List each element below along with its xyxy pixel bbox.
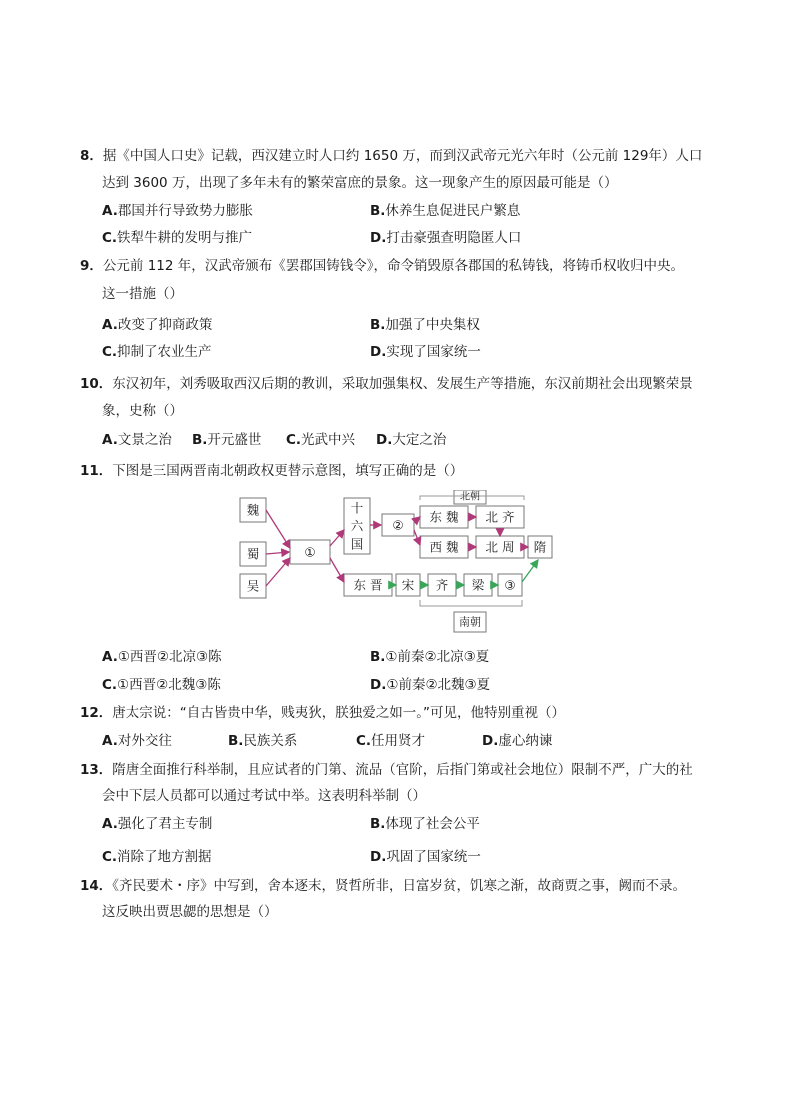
label-circle1: ① <box>304 544 316 560</box>
question-number: 8． <box>80 148 103 164</box>
question-number: 9． <box>80 258 103 274</box>
question-10-line-2: 象，史称（） <box>102 403 183 419</box>
option-letter: C. <box>286 432 302 448</box>
question-13-line-2: 会中下层人员都可以通过考试中举。这表明科举制（） <box>102 788 426 804</box>
question-text: 《齐民要术・序》中写到，舍本逐末，贤哲所非，日富岁贫，饥寒之渐，故商贾之事，阙而不录。 <box>112 878 687 894</box>
label-xiwei: 西 魏 <box>429 539 459 555</box>
option-d[interactable] <box>370 673 490 693</box>
label-circle3: ③ <box>504 577 516 593</box>
option-letter: B. <box>192 432 208 448</box>
option-letter: D. <box>370 230 387 246</box>
option-c[interactable] <box>102 673 221 693</box>
option-letter: D. <box>370 849 387 865</box>
question-number: 11． <box>80 463 113 479</box>
question-13-line-1 <box>80 758 693 778</box>
option-b[interactable] <box>370 812 480 832</box>
option-text: 消除了地方割据 <box>117 849 212 865</box>
option-letter: A. <box>102 649 118 665</box>
question-number: 13． <box>80 762 113 778</box>
arrow-to-shiliuguo <box>330 530 344 546</box>
option-text: 对外交往 <box>117 733 172 749</box>
option-c[interactable] <box>102 340 212 360</box>
arrow-shu <box>266 552 289 554</box>
option-b[interactable] <box>370 313 480 333</box>
question-text: 东汉初年，刘秀吸取西汉后期的教训，采取加强集权、发展生产等措施，东汉前期社会出现繁荣景 <box>112 376 693 392</box>
arrow-wu <box>266 558 290 586</box>
question-14-line-2: 这反映出贾思勰的思想是（） <box>102 904 278 920</box>
regime-succession-diagram <box>232 490 562 640</box>
arrow-to-xiwei <box>414 530 420 545</box>
option-text: 打击豪强查明隐匿人口 <box>386 230 522 246</box>
label-wu: 吴 <box>246 578 260 594</box>
label-liang: 梁 <box>471 577 485 593</box>
label-dongwei: 东 魏 <box>429 509 459 525</box>
question-text: 下图是三国两晋南北朝政权更替示意图，填写正确的是（） <box>112 463 464 479</box>
option-text: 铁犁牛耕的发明与推广 <box>117 230 253 246</box>
option-text: ①前秦②北凉③夏 <box>385 649 490 665</box>
option-letter: C. <box>102 849 118 865</box>
option-text: 光武中兴 <box>301 432 356 448</box>
option-letter: B. <box>228 733 244 749</box>
question-14-line-1 <box>80 874 686 894</box>
question-8-line-1 <box>80 144 702 164</box>
option-letter: B. <box>370 203 386 219</box>
option-text: 民族关系 <box>243 733 298 749</box>
question-9-line-1 <box>80 254 684 274</box>
option-b[interactable] <box>370 645 489 665</box>
option-letter: C. <box>356 733 372 749</box>
label-dongjin: 东 晋 <box>353 577 383 593</box>
arrow-circle3-sui <box>522 560 538 582</box>
option-text: 虚心纳谏 <box>498 733 553 749</box>
option-c[interactable] <box>356 729 425 749</box>
label-shiliuguo-3: 国 <box>350 536 364 552</box>
option-text: 大定之治 <box>392 432 447 448</box>
label-beizhou: 北 周 <box>485 539 515 555</box>
option-c[interactable] <box>286 428 355 448</box>
option-letter: A. <box>102 203 118 219</box>
option-text: 改变了抑商政策 <box>117 317 213 333</box>
question-text: 隋唐全面推行科举制，且应试者的门第、流品（官阶，后指门第或社会地位）限制不严，广大的社 <box>112 762 693 778</box>
option-text: 休养生息促进民户繁息 <box>385 203 521 219</box>
option-a[interactable] <box>102 645 222 665</box>
arrow-wei <box>266 510 290 548</box>
option-d[interactable] <box>370 340 481 360</box>
option-text: 实现了国家统一 <box>386 344 481 360</box>
option-text: 开元盛世 <box>207 432 262 448</box>
label-beiqi: 北 齐 <box>485 509 515 525</box>
label-song: 宋 <box>401 577 415 593</box>
question-text: 唐太宗说：“自古皆贵中华，贱夷狄，朕独爱之如一。”可见，他特别重视（） <box>112 705 566 721</box>
option-b[interactable] <box>192 428 261 448</box>
option-a[interactable] <box>102 729 172 749</box>
option-letter: C. <box>102 230 118 246</box>
option-text: 文景之治 <box>117 432 172 448</box>
option-letter: A. <box>102 317 118 333</box>
option-letter: A. <box>102 816 118 832</box>
option-letter: B. <box>370 816 386 832</box>
option-c[interactable] <box>102 226 252 246</box>
question-10-line-1 <box>80 372 693 392</box>
arrow-to-dongwei <box>414 517 420 522</box>
option-d[interactable] <box>376 428 446 448</box>
option-text: ①前秦②北魏③夏 <box>386 677 491 693</box>
option-b[interactable] <box>228 729 297 749</box>
question-9-line-2: 这一措施（） <box>102 286 183 302</box>
label-circle2: ② <box>392 517 404 533</box>
question-8-line-2: 达到 3600 万，出现了多年未有的繁荣富庶的景象。这一现象产生的原因最可能是（） <box>102 175 618 191</box>
option-text: ①西晋②北凉③陈 <box>117 649 222 665</box>
option-a[interactable] <box>102 199 253 219</box>
option-d[interactable] <box>370 845 481 865</box>
option-d[interactable] <box>370 226 521 246</box>
label-shiliuguo-1: 十 <box>350 500 364 516</box>
option-letter: D. <box>376 432 393 448</box>
option-letter: C. <box>102 344 118 360</box>
option-letter: B. <box>370 317 386 333</box>
option-c[interactable] <box>102 845 212 865</box>
option-letter: C. <box>102 677 118 693</box>
option-text: 加强了中央集权 <box>385 317 480 333</box>
label-shiliuguo-2: 六 <box>350 518 364 534</box>
option-text: 巩固了国家统一 <box>386 849 481 865</box>
label-shu: 蜀 <box>246 546 260 562</box>
option-letter: A. <box>102 733 118 749</box>
option-text: ①西晋②北魏③陈 <box>117 677 221 693</box>
nanchao-bracket <box>420 600 522 606</box>
option-d[interactable] <box>482 729 552 749</box>
question-number: 10． <box>80 376 113 392</box>
option-a[interactable] <box>102 313 212 333</box>
label-wei: 魏 <box>246 502 260 518</box>
option-text: 强化了君主专制 <box>117 816 213 832</box>
label-nanchao: 南朝 <box>459 615 481 629</box>
arrow-to-dongjin <box>330 558 344 582</box>
option-letter: D. <box>482 733 499 749</box>
option-letter: A. <box>102 432 118 448</box>
option-text: 抑制了农业生产 <box>117 344 212 360</box>
option-a[interactable] <box>102 812 212 832</box>
option-letter: B. <box>370 649 386 665</box>
label-sui: 隋 <box>533 539 547 555</box>
label-qi: 齐 <box>435 577 449 593</box>
option-letter: D. <box>370 677 387 693</box>
label-beichao: 北朝 <box>460 491 480 503</box>
option-b[interactable] <box>370 199 520 219</box>
option-text: 体现了社会公平 <box>385 816 480 832</box>
question-11-line-1 <box>80 459 463 479</box>
option-text: 任用贤才 <box>371 733 426 749</box>
question-text: 公元前 112 年，汉武帝颁布《罢郡国铸钱令》，命令销毁原各郡国的私铸钱，将铸币权收归中央。 <box>102 258 685 274</box>
option-text: 郡国并行导致势力膨胀 <box>117 203 253 219</box>
question-number: 14． <box>80 878 113 894</box>
question-number: 12． <box>80 705 113 721</box>
option-letter: D. <box>370 344 387 360</box>
question-text: 据《中国人口史》记载，西汉建立时人口约 1650 万，而到汉武帝元光六年时（公元前 129年）人口 <box>102 148 703 164</box>
question-12-line-1 <box>80 701 565 721</box>
option-a[interactable] <box>102 428 172 448</box>
